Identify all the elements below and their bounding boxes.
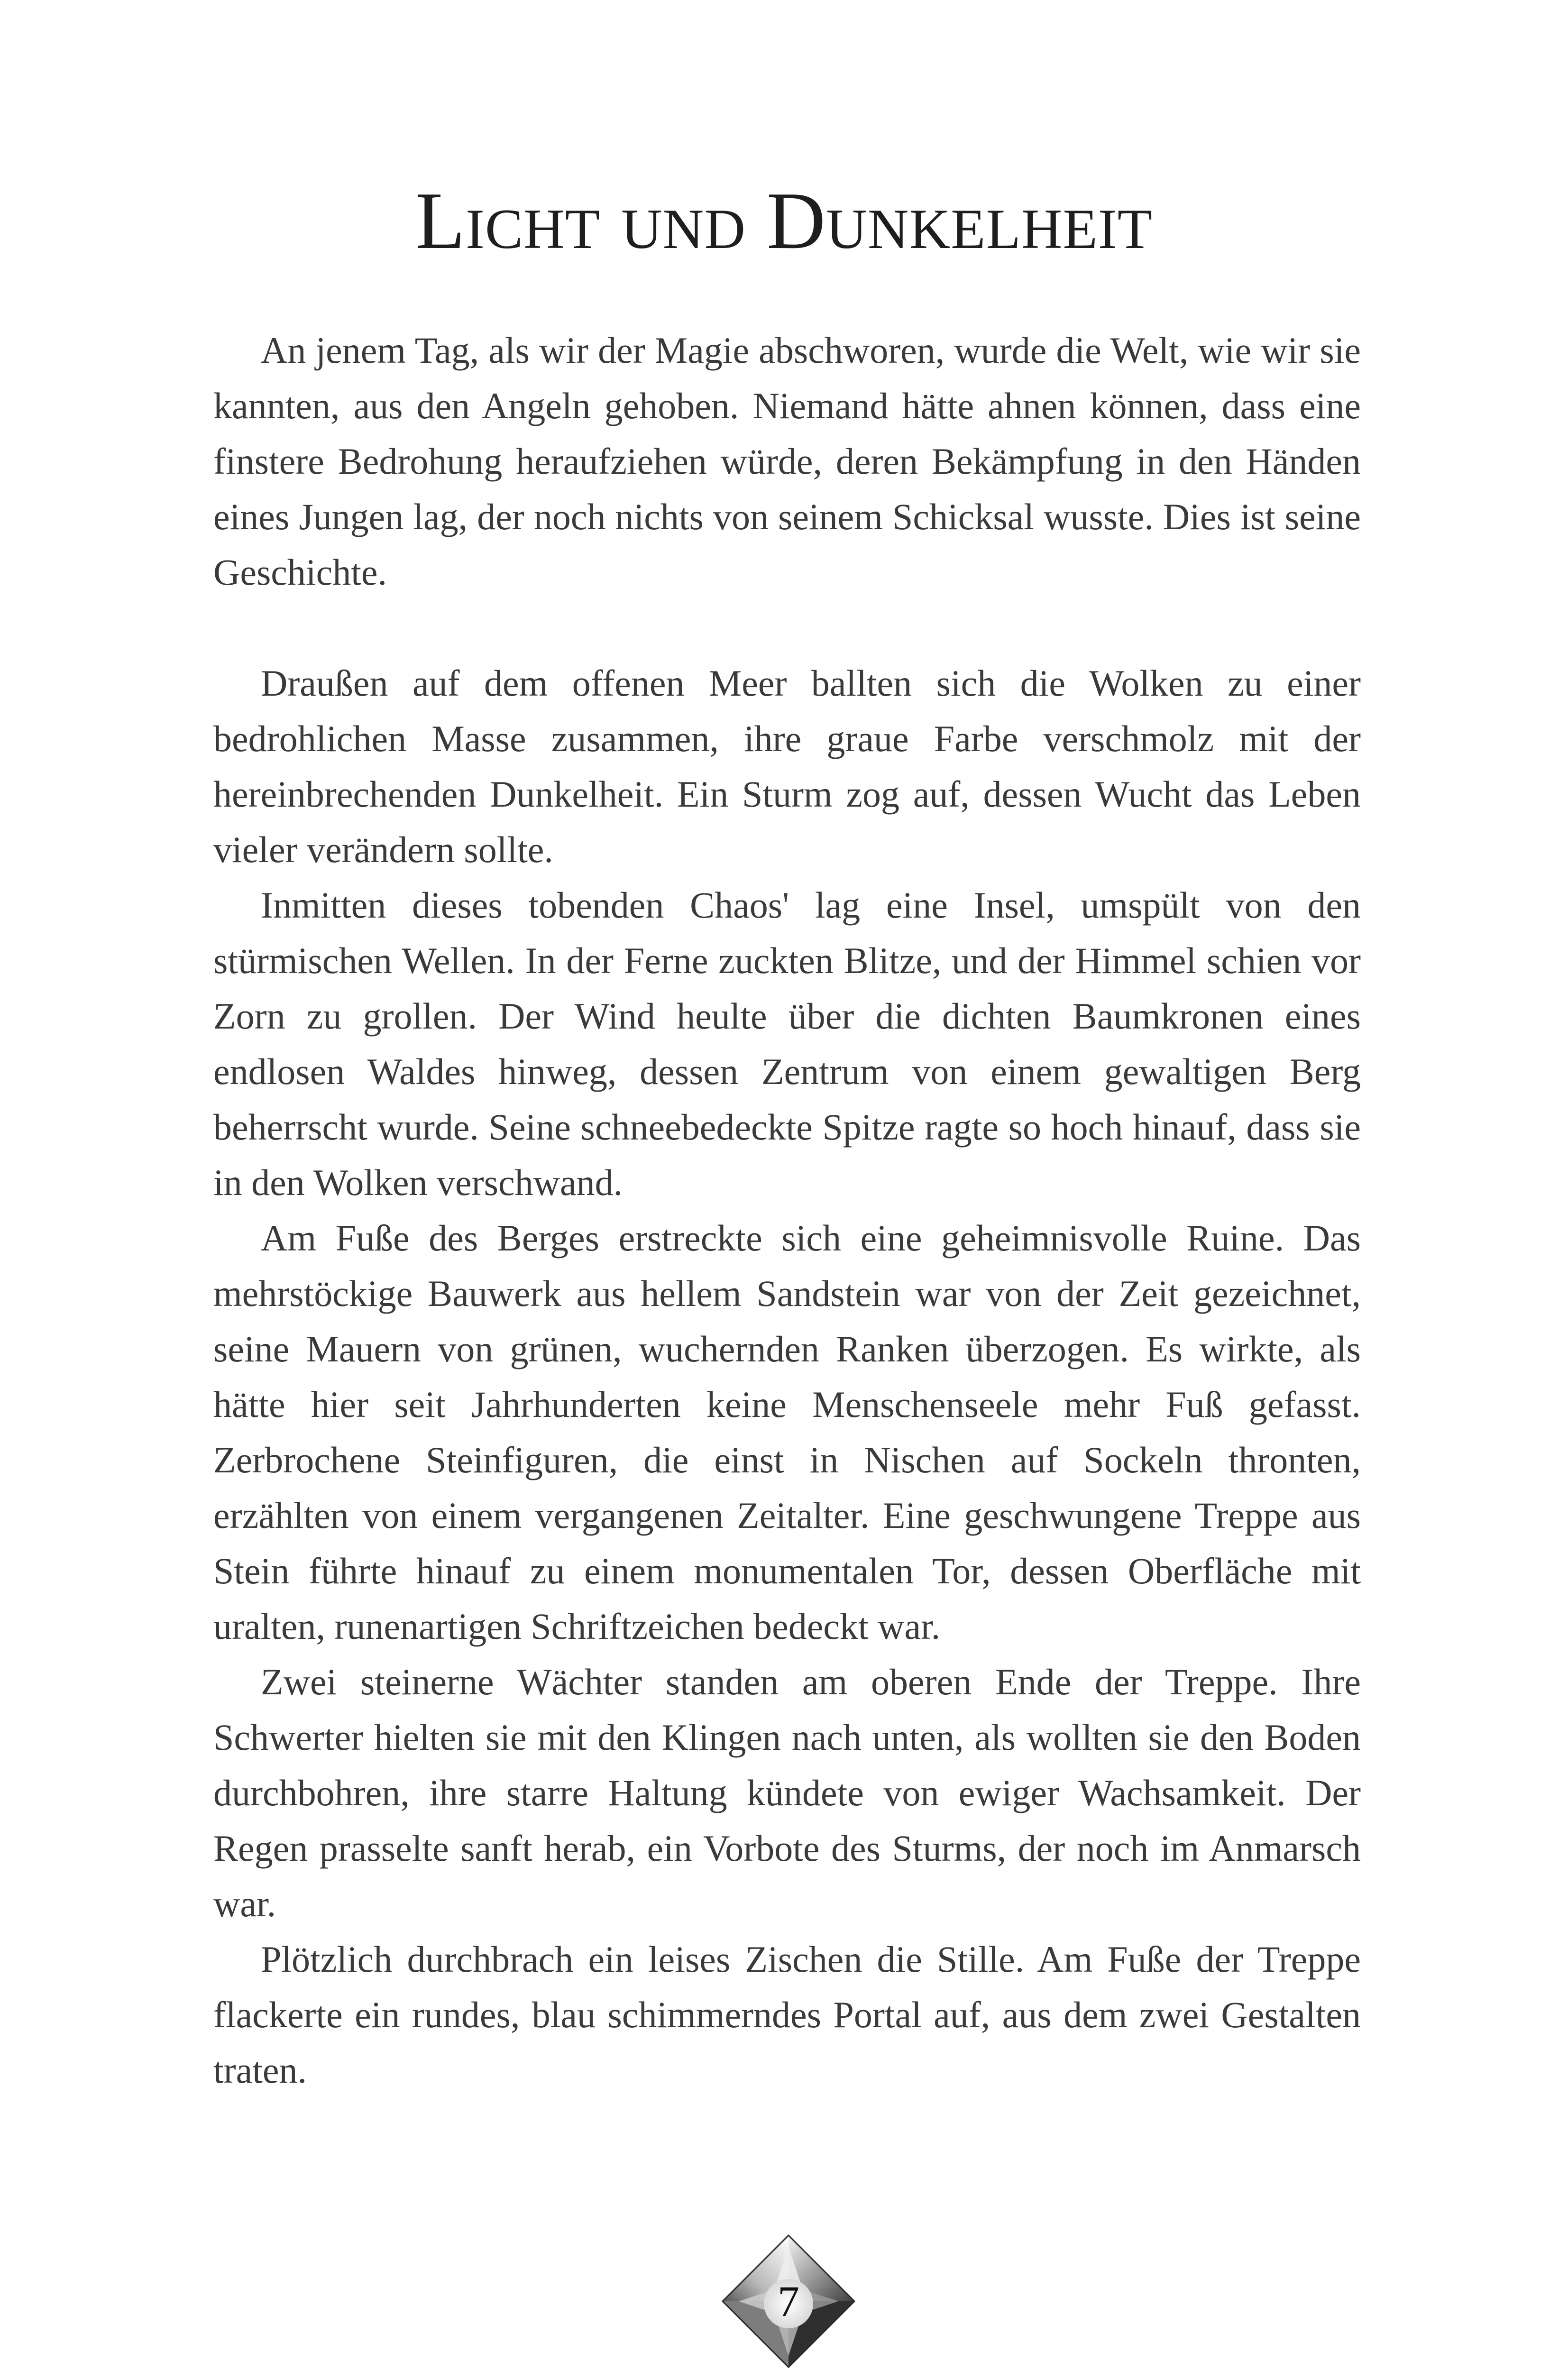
paragraph: An jenem Tag, als wir der Magie abschworen, wurde die Welt, wie wir sie kannten, aus den Angeln gehoben. Niemand hätte ahnen können, dass eine finstere Bedrohung heraufziehen würde, deren Bekämpfung in den Händen eines Jungen lag, der noch nichts von seinem Schicksal wusste. Dies ist seine Geschichte. <box>213 330 1361 593</box>
paragraph: Zwei steinerne Wächter standen am oberen Ende der Treppe. Ihre Schwerter hielten sie mit den Klingen nach unten, als wollten sie den Boden durchbohren, ihre starre Haltung kündete von ewiger Wachsamkeit. Der Regen prasselte sanft herab, ein Vorbote des Sturms, der noch im Anmarsch war. <box>213 1661 1361 1924</box>
paragraph: Am Fuße des Berges erstreckte sich eine geheimnisvolle Ruine. Das mehrstöckige Bauwerk aus hellem Sandstein war von der Zeit gezeichnet, seine Mauern von grünen, wuchernden Ranken überzogen. Es wirkte, als hätte hier seit Jahrhunderten keine Menschenseele mehr Fuß gefasst. Zerbrochene Steinfiguren, die einst in Nischen auf Sockeln thronten, erzählten von einem vergangenen Zeitalter. Eine geschwungene Treppe aus Stein führte hinauf zu einem monumentalen Tor, dessen Oberfläche mit uralten, runenartigen Schriftzeichen bedeckt war. <box>213 1217 1361 1647</box>
paragraph: Inmitten dieses tobenden Chaos' lag eine Insel, umspült von den stürmischen Wellen. In der Ferne zuckten Blitze, und der Himmel schien vor Zorn zu grollen. Der Wind heulte über die dichten Baumkronen eines endlosen Waldes hinweg, dessen Zentrum von einem gewaltigen Berg beherrscht wurde. Seine schneebedeckte Spitze ragte so hoch hinauf, dass sie in den Wolken verschwand. <box>213 884 1361 1203</box>
page-number: 7 <box>778 2277 799 2325</box>
chapter-body <box>213 322 1361 2098</box>
page-number-badge <box>720 2233 857 2370</box>
paragraph: Draußen auf dem offenen Meer ballten sich die Wolken zu einer bedrohlichen Masse zusammen, ihre graue Farbe verschmolz mit der hereinbrechenden Dunkelheit. Ein Sturm zog auf, dessen Wucht das Leben vieler verändern sollte. <box>213 662 1361 870</box>
paragraph: Plötzlich durchbrach ein leises Zischen die Stille. Am Fuße der Treppe flackerte ein rundes, blau schimmerndes Portal auf, aus dem zwei Gestalten traten. <box>213 1939 1361 2091</box>
chapter-title: Licht und Dunkelheit <box>415 176 1153 266</box>
